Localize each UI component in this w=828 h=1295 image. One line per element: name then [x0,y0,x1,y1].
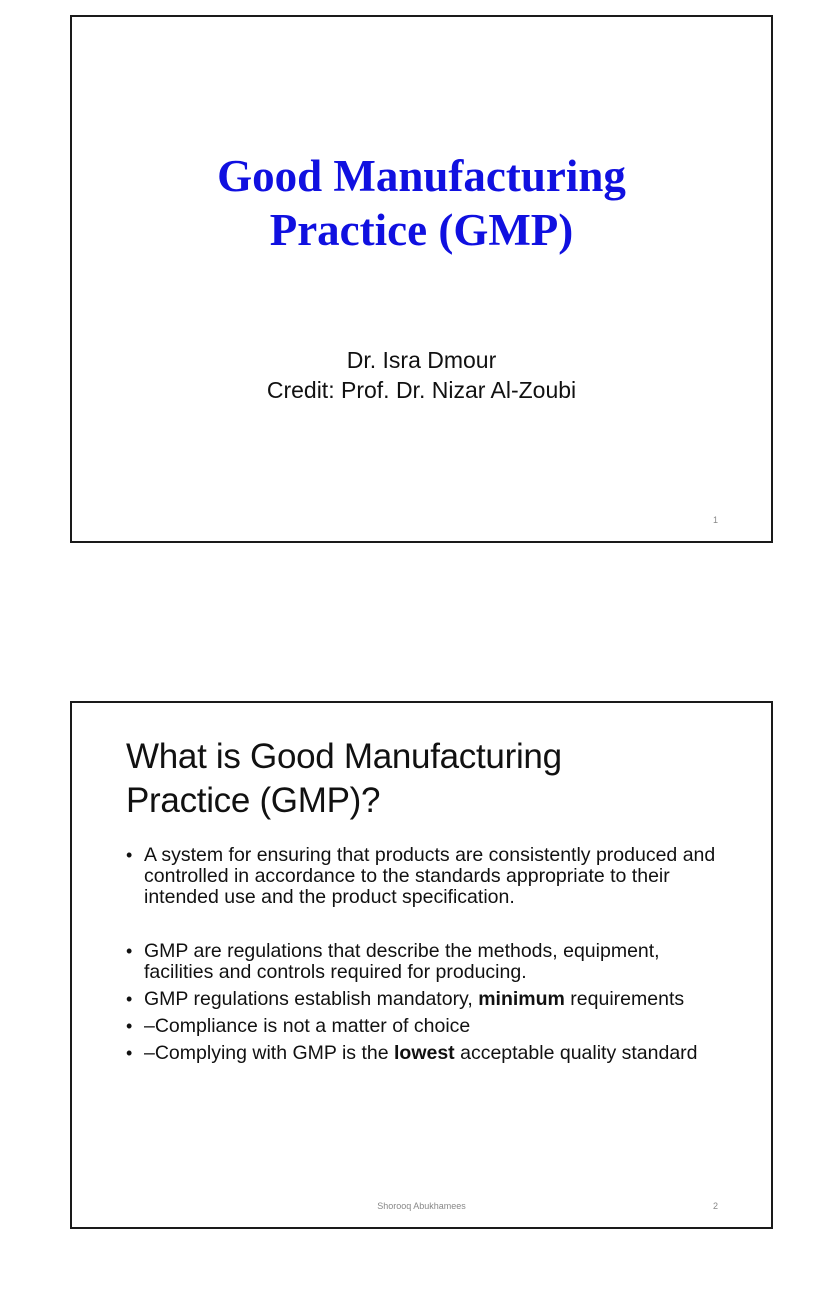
bullet-text-pre: GMP regulations establish mandatory, [144,988,479,1010]
slide-1-title-line-2: Practice (GMP) [269,205,574,255]
author-name: Dr. Isra Dmour [346,347,497,373]
credit-line: Credit: Prof. Dr. Nizar Al-Zoubi [266,377,577,403]
bullet-text-post: acceptable quality standard [454,1042,698,1064]
bullet-item [126,1016,726,1037]
bullet-item [126,941,726,983]
slide-2-footer: Shorooq Abukhamees [377,1201,466,1211]
slide-2 [70,701,773,1229]
slide-2-title-line-1: What is Good Manufacturing [126,737,562,776]
slide-1-page-number: 1 [712,515,718,525]
slide-1-title-line-1: Good Manufacturing [217,151,626,201]
slide-2-page-number: 2 [712,1201,718,1211]
bullet-text-bold: lowest [394,1042,455,1064]
bullet-text: A system for ensuring that products are consistently produced and controlled in accordance to the standards appropriate to their intended use and the product specification. [144,844,716,908]
bullet-item [126,845,726,908]
slide-1 [70,15,773,543]
bullet-list [126,845,726,1070]
bullet-text-pre: –Complying with GMP is the [144,1042,394,1064]
bullet-text-post: requirements [564,988,685,1010]
slide-1-title [72,149,771,257]
slide-2-title [126,735,746,823]
bullet-text: –Compliance is not a matter of choice [144,1015,471,1037]
slide-1-author-block [72,345,771,405]
bullet-item [126,1043,726,1064]
bullet-text-bold: minimum [478,988,565,1010]
bullet-item [126,989,726,1010]
bullet-text: GMP are regulations that describe the methods, equipment, facilities and controls required for producing. [144,940,660,983]
slide-2-title-line-2: Practice (GMP)? [126,781,381,820]
